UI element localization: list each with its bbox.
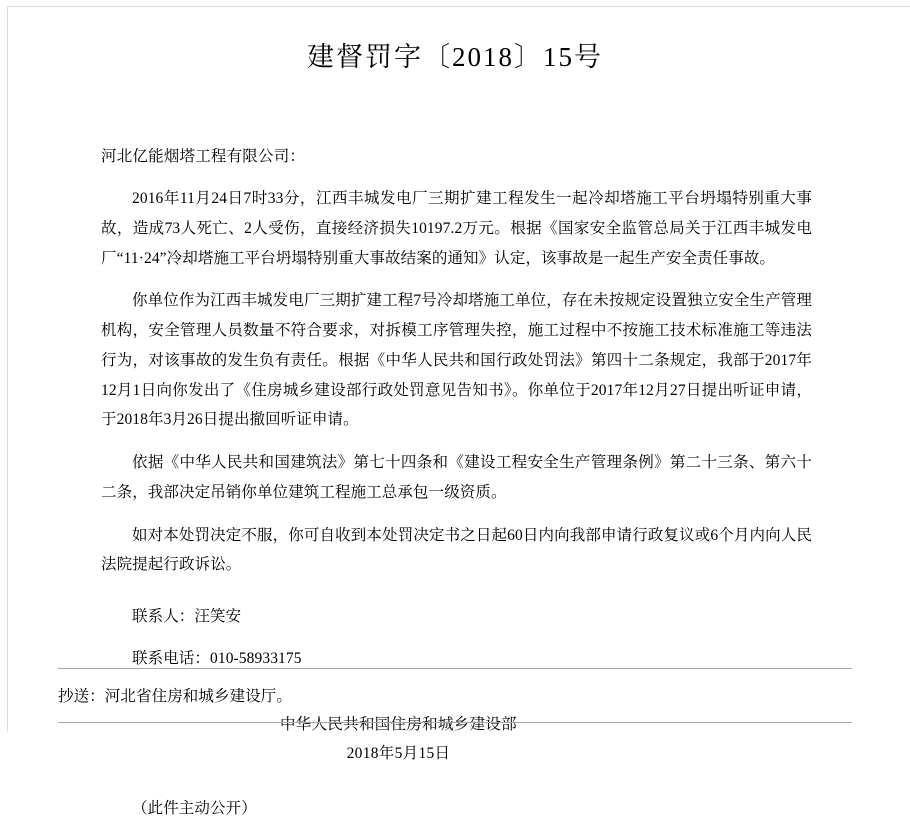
paragraph-appeal-rights: 如对本处罚决定不服，你可自收到本处罚决定书之日起60日内向我部申请行政复议或6个月内向人民法院提起行政诉讼。 [101, 526, 812, 574]
paragraph-penalty-decision: 依据《中华人民共和国建筑法》第七十四条和《建设工程安全生产管理条例》第二十三条、第六十二条，我部决定吊销你单位建筑工程施工总承包一级资质。 [101, 454, 812, 501]
contact-phone-line: 联系电话：010-58933175 [132, 649, 302, 667]
footer-cc-line: 抄送：河北省住房和城乡建设厅。 [58, 688, 293, 705]
signature-date: 2018年5月15日 [346, 744, 451, 762]
footer-bottom-divider [58, 722, 852, 723]
document-title: 建督罚字〔2018〕15号 [307, 42, 603, 72]
document-footer [58, 668, 852, 723]
disclosure-note: （此件主动公开） [132, 800, 257, 818]
addressee-line: 河北亿能烟塔工程有限公司： [101, 148, 306, 166]
contact-person-line: 联系人：汪笑安 [132, 608, 242, 626]
signature-organization: 中华人民共和国住房和城乡建设部 [279, 716, 517, 734]
paragraph-accident-summary: 2016年11月24日7时33分，江西丰城发电厂三期扩建工程发生一起冷却塔施工平台坍塌特别重大事故，造成73人死亡、2人受伤，直接经济损失10197.2万元。根据《国家安全监管总局关于江西丰城发电厂“11·24”冷却塔施工平台坍塌特别重大事故结案的通知》认定，该事故是一起生产安全责任事故。 [101, 190, 812, 267]
paragraph-violations-and-notice: 你单位作为江西丰城发电厂三期扩建工程7号冷却塔施工单位，存在未按规定设置独立安全生产管理机构，安全管理人员数量不符合要求，对拆模工序管理失控，施工过程中不按施工技术标准施工等违法行为，对该事故的发生负有责任。根据《中华人民共和国行政处罚法》第四十二条规定，我部于2017年12月1日向你发出了《住房城乡建设部行政处罚意见告知书》。你单位于2017年12月27日提出听证申请，于2018年3月26日提出撤回听证申请。 [101, 292, 812, 429]
